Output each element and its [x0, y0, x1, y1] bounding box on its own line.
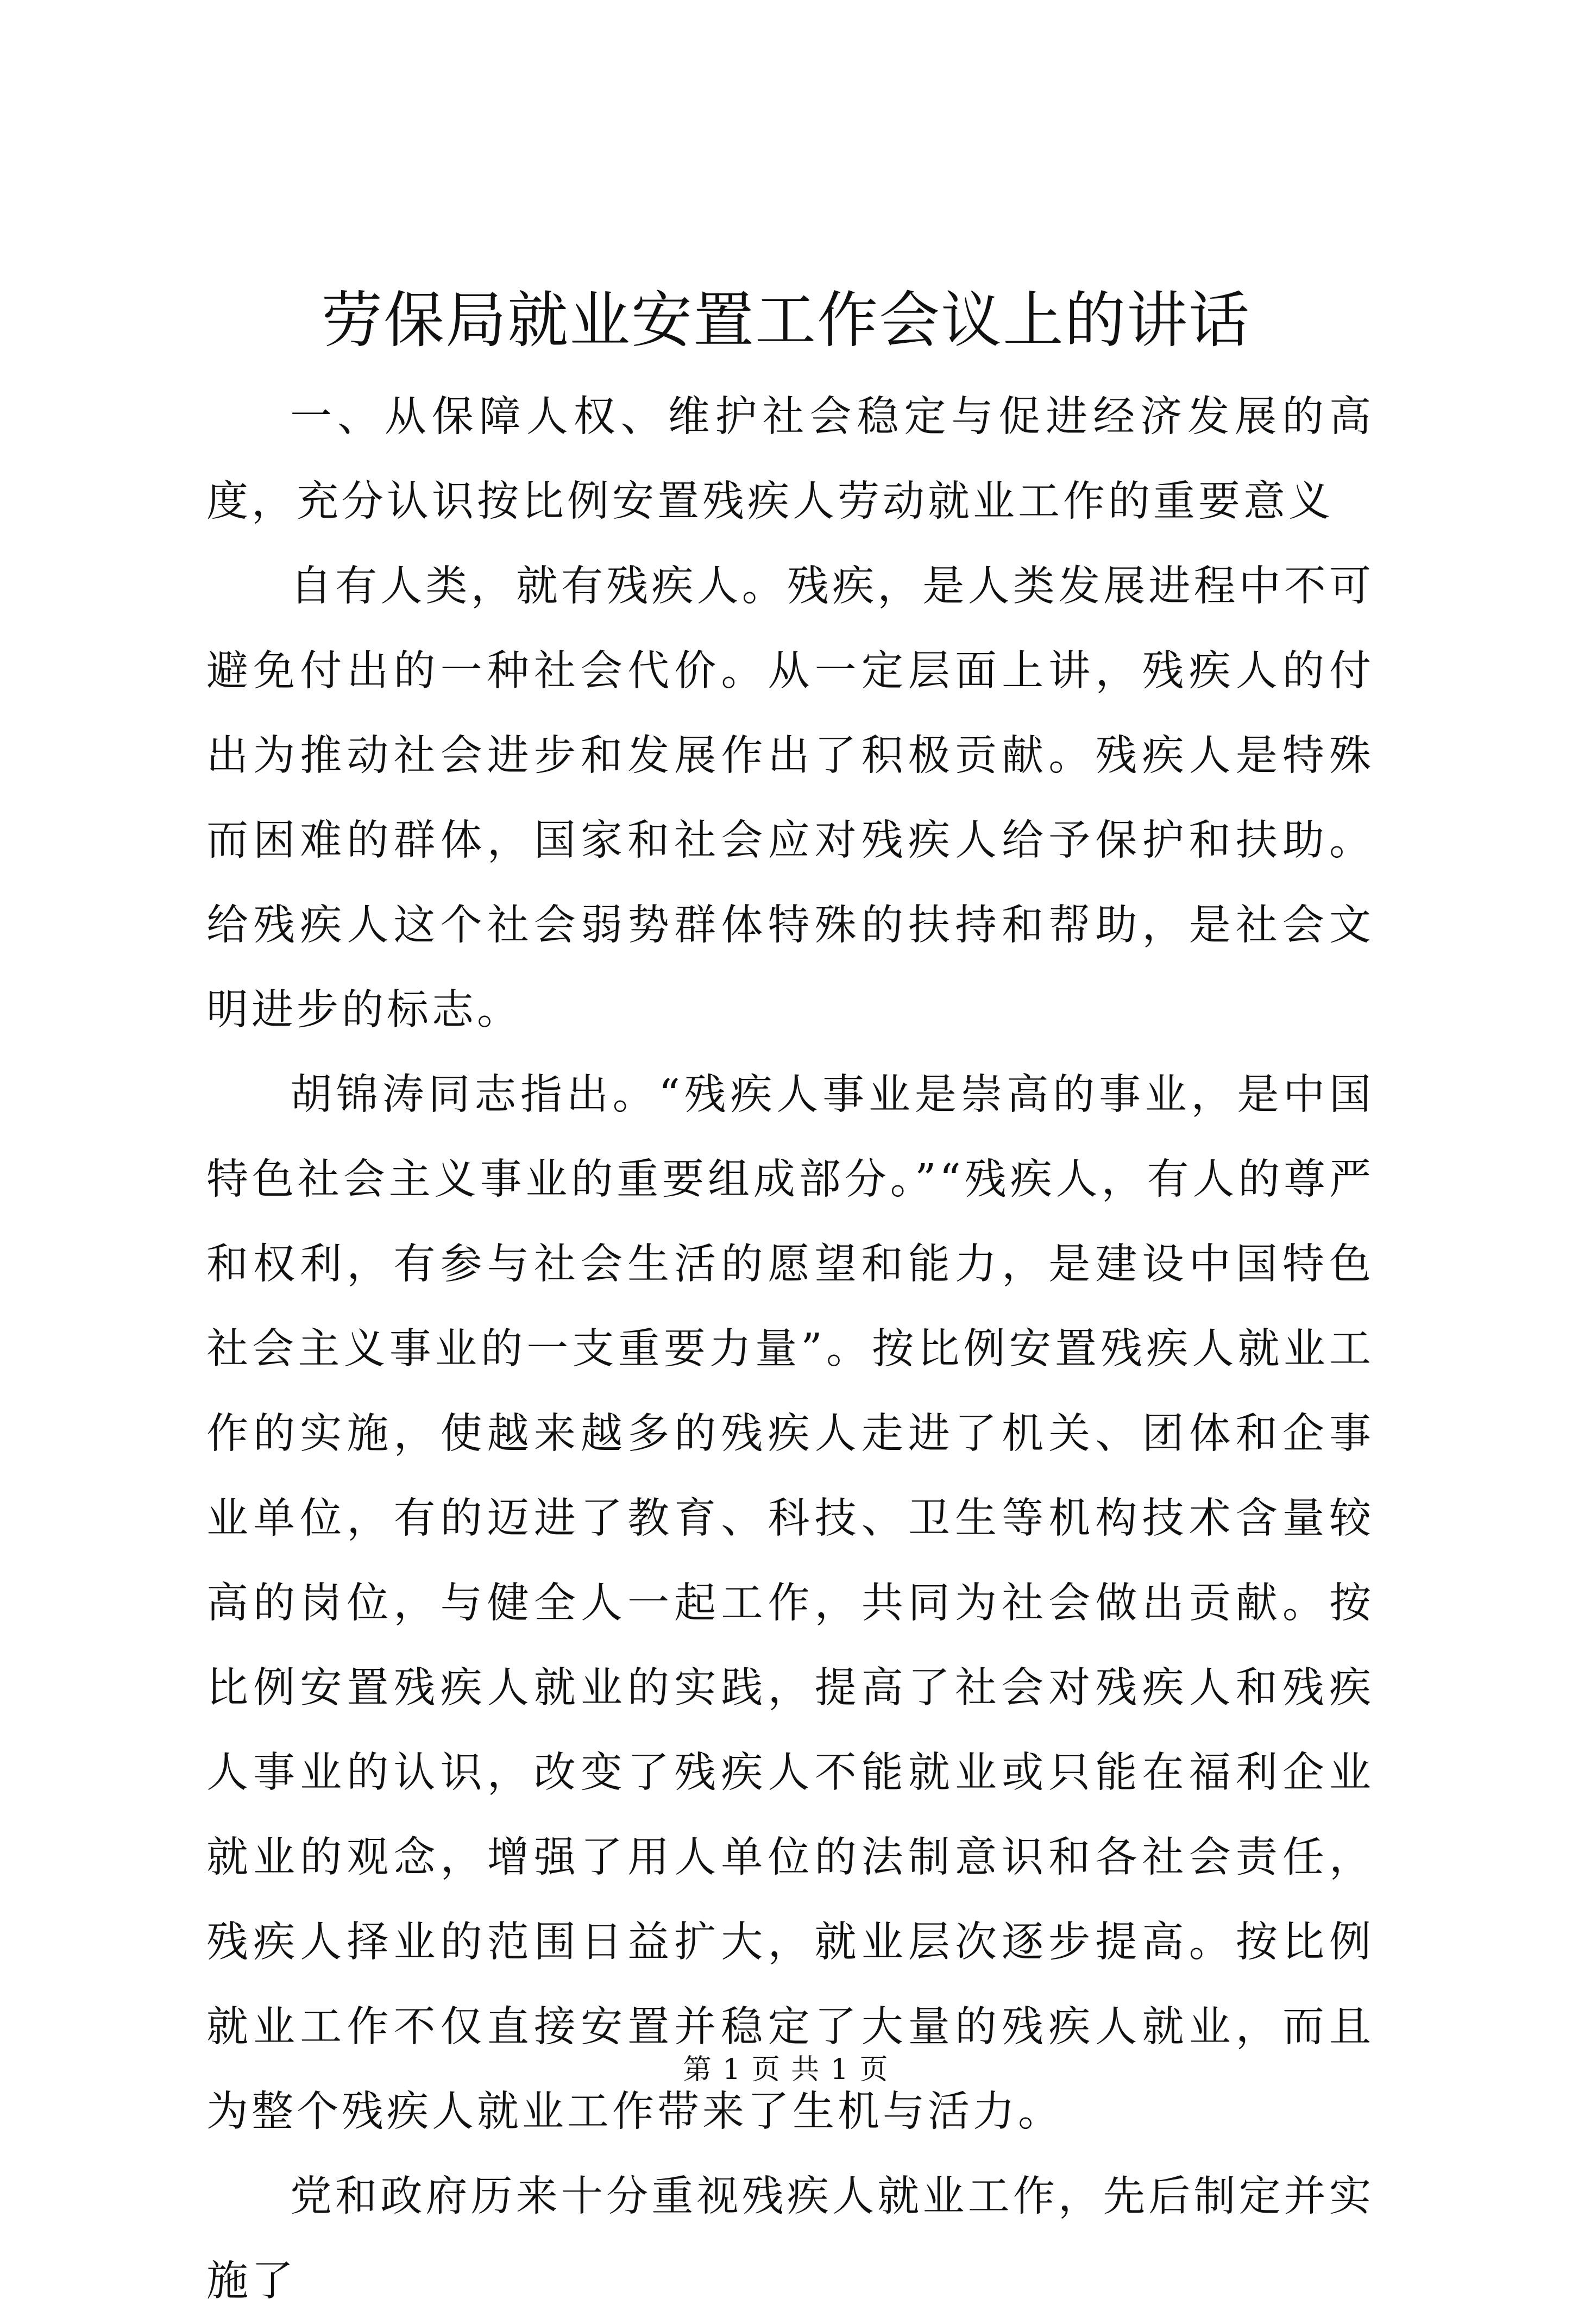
body-paragraph: 党和政府历来十分重视残疾人就业工作，先后制定并实施了 [206, 2172, 1374, 2306]
page-footer: 第 1 页 共 1 页 [683, 2053, 889, 2086]
section-heading: 一、从保障人权、维护社会稳定与促进经济发展的高度，充分认识按比例安置残疾人劳动就业工作的重要意义 [206, 393, 1374, 526]
body-paragraph: 胡锦涛同志指出。“残疾人事业是崇高的事业，是中国特色社会主义事业的重要组成部分。”“残疾人，有人的尊严和权利，有参与社会生活的愿望和能力，是建设中国特色社会主义事业的一支重要力量”。按比例安置残疾人就业工作的实施，使越来越多的残疾人走进了机关、团体和企事业单位，有的迈进了教育、科技、卫生等机构技术含量较高的岗位，与健全人一起工作，共同为社会做出贡献。按比例安置残疾人就业的实践，提高了社会对残疾人和残疾人事业的认识，改变了残疾人不能就业或只能在福利企业就业的观念，增强了用人单位的法制意识和各社会责任，残疾人择业的范围日益扩大，就业层次逐步提高。按比例就业工作不仅直接安置并稳定了大量的残疾人就业，而且为整个残疾人就业工作带来了生机与活力。 [206, 1071, 1374, 2136]
body-paragraph: 自有人类，就有残疾人。残疾，是人类发展进程中不可避免付出的一种社会代价。从一定层面上讲，残疾人的付出为推动社会进步和发展作出了积极贡献。残疾人是特殊而困难的群体，国家和社会应对残疾人给予保护和扶助。给残疾人这个社会弱势群体特殊的扶持和帮助，是社会文明进步的标志。 [206, 562, 1374, 1034]
document-body [206, 375, 1374, 2324]
document-title: 劳保局就业安置工作会议上的讲话 [322, 285, 1250, 356]
